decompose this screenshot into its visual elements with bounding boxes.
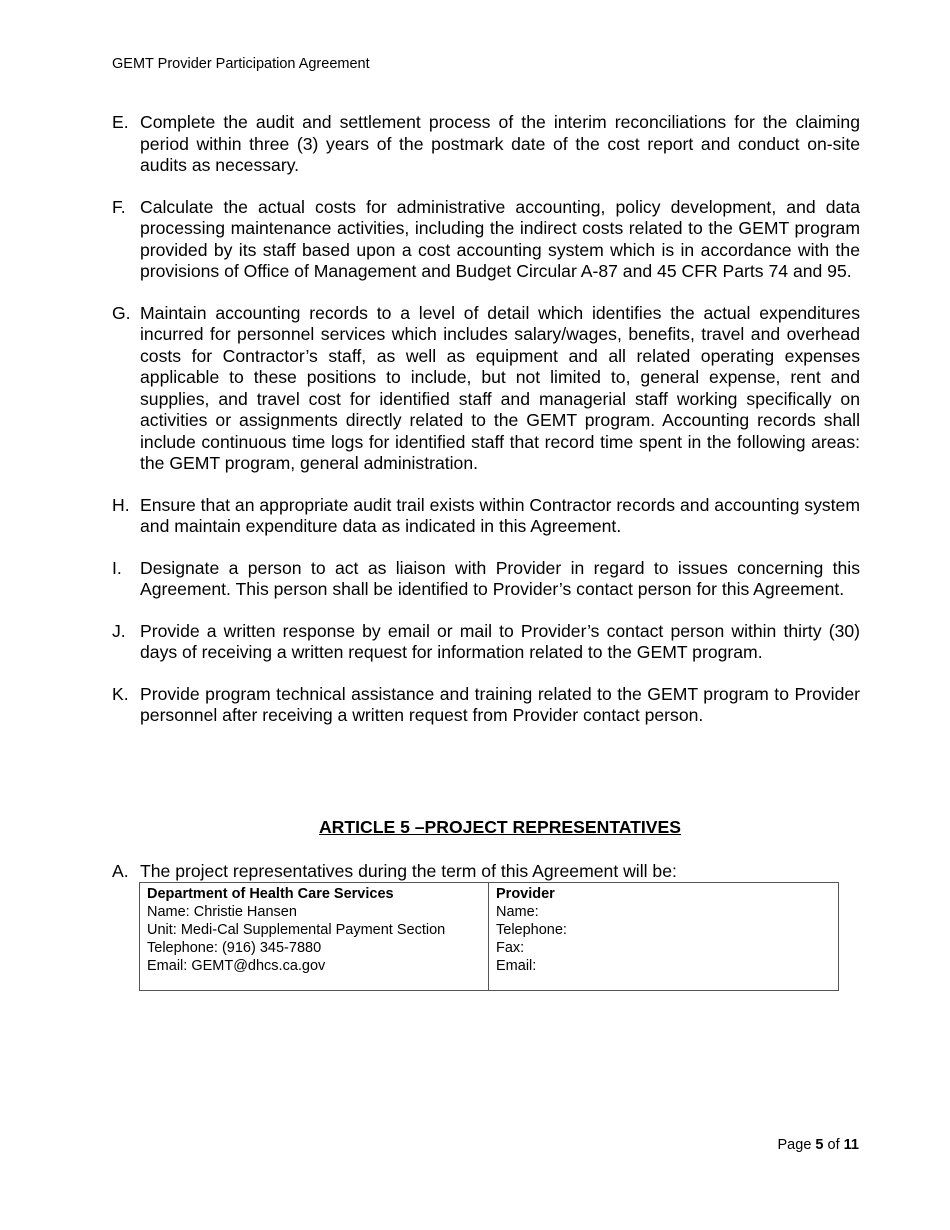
duties-list [112, 112, 860, 747]
item-letter: J. [112, 620, 126, 641]
list-item [112, 303, 860, 475]
provider-email: Email: [496, 958, 537, 974]
list-item [112, 558, 860, 601]
item-text: Designate a person to act as liaison with Provider in regard to issues concerning this Agreement. This person shall be identified to Provider’s contact person for this Agreement. [140, 557, 860, 599]
item-text: Calculate the actual costs for administrative accounting, policy development, and data processing maintenance activities, including the indirect costs related to the GEMT program provided by its staff based upon a cost accounting system which is in accordance with the provisions of Office of Management and Budget Circular A-87 and 45 CFR Parts 74 and 95. [140, 196, 860, 281]
provider-telephone: Telephone: [496, 922, 567, 938]
dhcs-name: Name: Christie Hansen [147, 904, 297, 920]
item-letter: K. [112, 683, 129, 704]
item-text: Provide a written response by email or mail to Provider’s contact person within thirty (30) days of receiving a written request for information related to the GEMT program. [140, 620, 860, 662]
article-heading: ARTICLE 5 –PROJECT REPRESENTATIVES [318, 817, 682, 837]
provider-name: Name: [496, 904, 539, 920]
item-letter: A. [112, 861, 129, 881]
total-pages: 11 [843, 1137, 859, 1153]
provider-heading: Provider [496, 886, 555, 902]
item-letter: F. [112, 196, 126, 217]
item-text: Provide program technical assistance and training related to the GEMT program to Provider personnel after receiving a written request from Provider contact person. [140, 683, 860, 725]
list-item [112, 495, 860, 538]
dhcs-representative-cell [140, 883, 489, 991]
dhcs-unit: Unit: Medi-Cal Supplemental Payment Section [147, 922, 446, 938]
list-item [112, 861, 872, 883]
document-header: GEMT Provider Participation Agreement [112, 56, 370, 72]
item-letter: H. [112, 494, 130, 515]
dhcs-email: Email: GEMT@dhcs.ca.gov [147, 958, 326, 974]
list-item [112, 197, 860, 283]
item-letter: I. [112, 557, 122, 578]
provider-representative-cell [489, 883, 839, 991]
list-item [112, 621, 860, 664]
item-text: Ensure that an appropriate audit trail exists within Contractor records and accounting system and maintain expenditure data as indicated in this Agreement. [140, 494, 860, 536]
provider-fax: Fax: [496, 940, 525, 956]
dhcs-telephone: Telephone: (916) 345-7880 [147, 940, 322, 956]
page-number [778, 1137, 859, 1153]
item-letter: G. [112, 302, 131, 323]
list-item [112, 684, 860, 727]
current-page: 5 [815, 1137, 824, 1153]
of-label: of [827, 1137, 840, 1153]
item-text: Maintain accounting records to a level of detail which identifies the actual expenditures incurred for personnel services which includes salary/wages, benefits, travel and overhead costs for Contractor’s staff, as well as equipment and all related operating expenses applicable to these positions to include, but not limited to, general expense, rent and supplies, and travel cost for identified staff and managerial staff working specifically on activities or assignments directly related to the GEMT program. Accounting records shall include continuous time logs for identified staff that record time spent in the following areas: the GEMT program, general administration. [140, 302, 860, 473]
list-item [112, 112, 860, 177]
representatives-table [139, 882, 839, 991]
item-text: Complete the audit and settlement process of the interim reconciliations for the claiming period within three (3) years of the postmark date of the cost report and conduct on-site audits as necessary. [140, 112, 860, 175]
dhcs-heading: Department of Health Care Services [147, 886, 394, 902]
item-text: The project representatives during the term of this Agreement will be: [140, 861, 677, 881]
item-letter: E. [112, 112, 129, 132]
page-label: Page [777, 1137, 812, 1153]
